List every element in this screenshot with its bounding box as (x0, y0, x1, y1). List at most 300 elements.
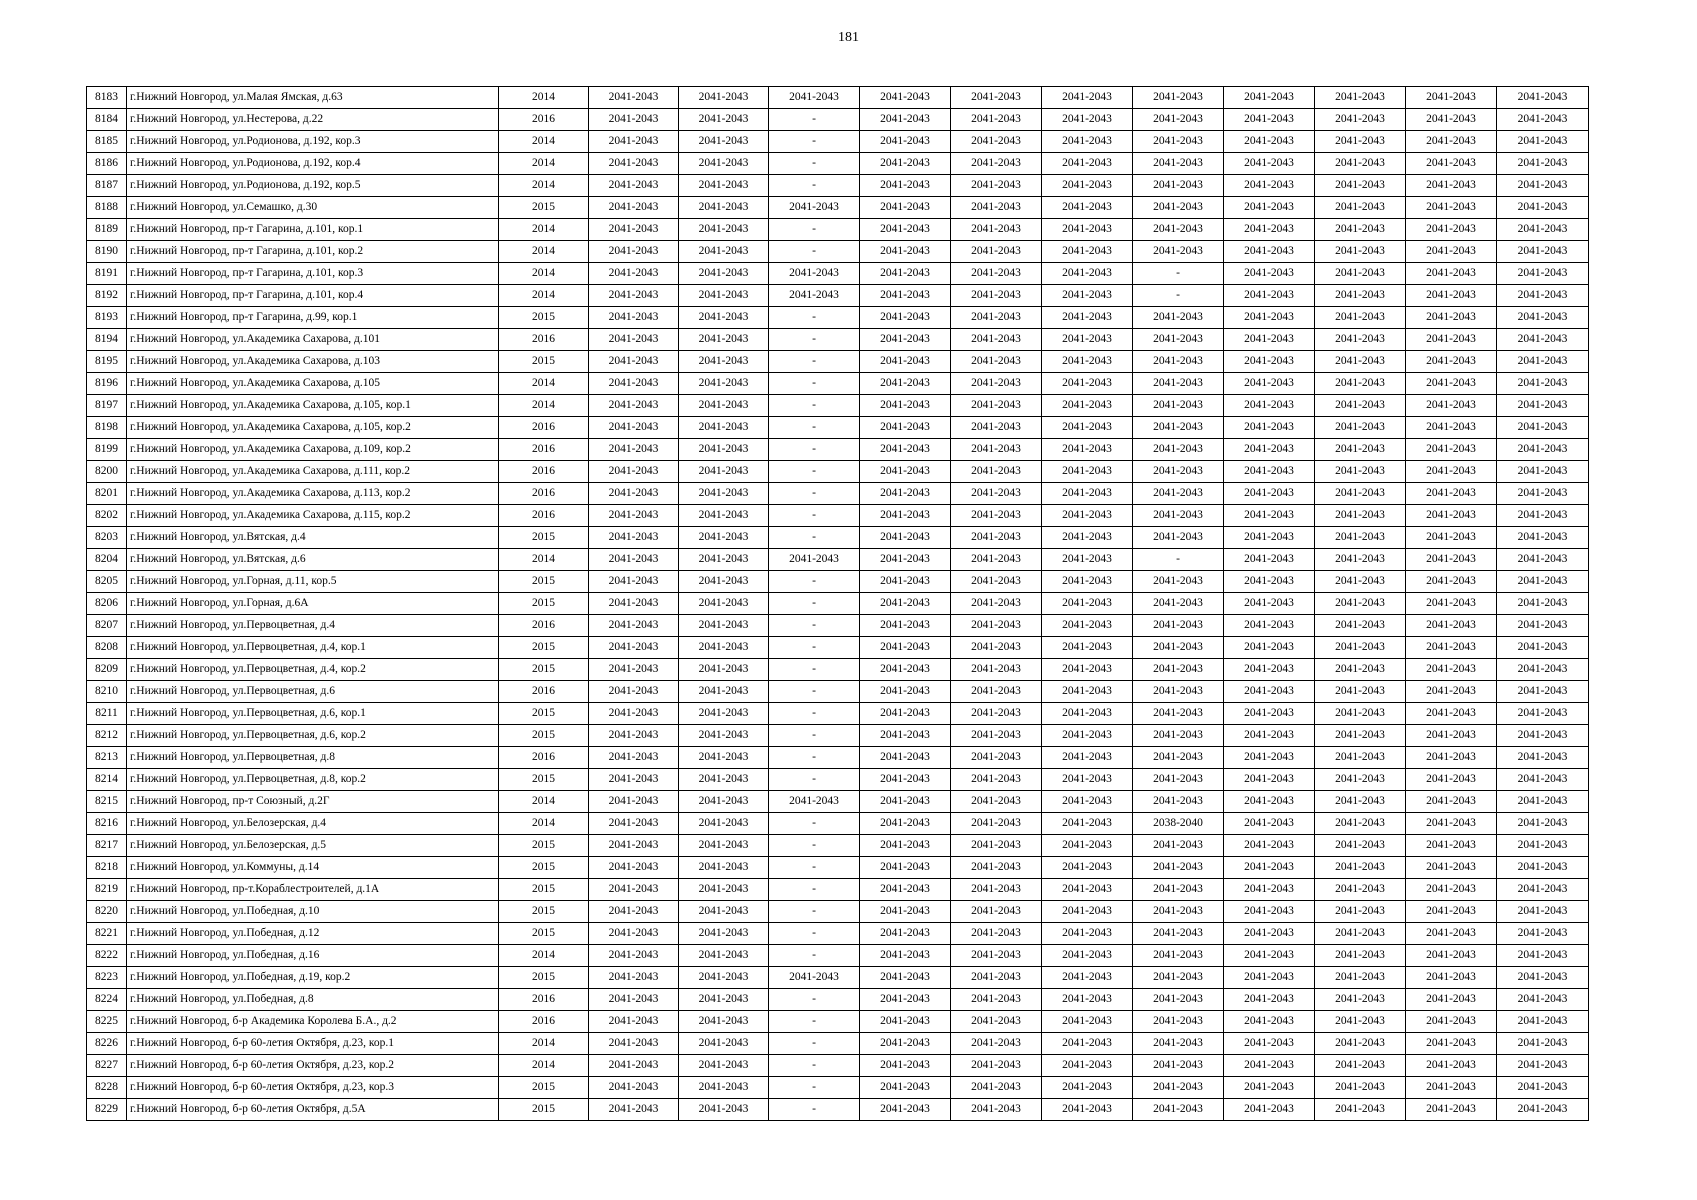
row-number-cell: 8211 (87, 703, 127, 725)
table-row (87, 923, 1589, 945)
period-cell: 2041-2043 (589, 175, 679, 197)
period-cell: 2041-2043 (1224, 461, 1315, 483)
year-cell: 2014 (499, 791, 589, 813)
period-cell: 2041-2043 (1224, 659, 1315, 681)
period-cell: 2041-2043 (589, 241, 679, 263)
period-cell: 2041-2043 (1042, 483, 1133, 505)
period-cell: 2041-2043 (1406, 769, 1497, 791)
period-cell: 2041-2043 (1315, 923, 1406, 945)
row-number-cell: 8186 (87, 153, 127, 175)
year-cell: 2015 (499, 835, 589, 857)
address-cell: г.Нижний Новгород, ул.Первоцветная, д.6, кор.1 (127, 703, 499, 725)
period-cell: 2041-2043 (1406, 637, 1497, 659)
year-cell: 2015 (499, 703, 589, 725)
period-cell: 2041-2043 (1042, 197, 1133, 219)
period-cell: 2041-2043 (1406, 175, 1497, 197)
period-cell: 2041-2043 (951, 1055, 1042, 1077)
period-cell: 2041-2043 (1315, 109, 1406, 131)
period-cell: 2041-2043 (589, 989, 679, 1011)
period-cell: 2041-2043 (1224, 769, 1315, 791)
period-cell: 2041-2043 (1042, 615, 1133, 637)
period-cell: 2041-2043 (1133, 989, 1224, 1011)
period-cell: 2041-2043 (951, 835, 1042, 857)
period-cell: 2041-2043 (860, 241, 951, 263)
period-cell: 2041-2043 (1406, 241, 1497, 263)
year-cell: 2014 (499, 813, 589, 835)
period-cell: - (769, 329, 860, 351)
period-cell: 2041-2043 (860, 131, 951, 153)
period-cell: 2041-2043 (1497, 791, 1589, 813)
period-cell: 2041-2043 (1133, 901, 1224, 923)
period-cell: 2041-2043 (1406, 923, 1497, 945)
period-cell: 2041-2043 (860, 813, 951, 835)
period-cell: - (769, 307, 860, 329)
period-cell: 2041-2043 (1497, 439, 1589, 461)
year-cell: 2014 (499, 549, 589, 571)
year-cell: 2014 (499, 1055, 589, 1077)
period-cell: 2041-2043 (589, 549, 679, 571)
period-cell: 2041-2043 (860, 197, 951, 219)
period-cell: 2041-2043 (589, 923, 679, 945)
period-cell: 2041-2043 (951, 769, 1042, 791)
address-cell: г.Нижний Новгород, б-р 60-летия Октября, д.23, кор.1 (127, 1033, 499, 1055)
table-row (87, 241, 1589, 263)
row-number-cell: 8193 (87, 307, 127, 329)
period-cell: 2041-2043 (1042, 505, 1133, 527)
period-cell: 2041-2043 (1133, 637, 1224, 659)
period-cell: 2041-2043 (1042, 879, 1133, 901)
period-cell: 2041-2043 (1042, 549, 1133, 571)
table-row (87, 703, 1589, 725)
period-cell: 2041-2043 (679, 241, 769, 263)
period-cell: 2041-2043 (860, 923, 951, 945)
period-cell: 2041-2043 (589, 1099, 679, 1121)
address-cell: г.Нижний Новгород, б-р 60-летия Октября, д.23, кор.2 (127, 1055, 499, 1077)
period-cell: 2041-2043 (1497, 285, 1589, 307)
period-cell: 2041-2043 (1133, 219, 1224, 241)
period-cell: 2041-2043 (679, 945, 769, 967)
row-number-cell: 8197 (87, 395, 127, 417)
period-cell: 2041-2043 (1315, 571, 1406, 593)
period-cell: 2041-2043 (679, 307, 769, 329)
period-cell: 2041-2043 (679, 153, 769, 175)
row-number-cell: 8215 (87, 791, 127, 813)
row-number-cell: 8228 (87, 1077, 127, 1099)
table-row (87, 175, 1589, 197)
period-cell: 2041-2043 (860, 351, 951, 373)
year-cell: 2015 (499, 571, 589, 593)
row-number-cell: 8226 (87, 1033, 127, 1055)
period-cell: 2041-2043 (951, 351, 1042, 373)
period-cell: 2041-2043 (1224, 439, 1315, 461)
period-cell: - (769, 373, 860, 395)
period-cell: 2041-2043 (1042, 791, 1133, 813)
period-cell: 2041-2043 (679, 923, 769, 945)
row-number-cell: 8195 (87, 351, 127, 373)
address-cell: г.Нижний Новгород, ул.Академика Сахарова, д.113, кор.2 (127, 483, 499, 505)
period-cell: 2041-2043 (1224, 241, 1315, 263)
period-cell: - (769, 747, 860, 769)
period-cell: 2041-2043 (1497, 1099, 1589, 1121)
period-cell: - (769, 1055, 860, 1077)
period-cell: 2041-2043 (1406, 967, 1497, 989)
period-cell: 2041-2043 (679, 175, 769, 197)
year-cell: 2015 (499, 351, 589, 373)
period-cell: 2041-2043 (1497, 857, 1589, 879)
period-cell: 2041-2043 (1133, 439, 1224, 461)
period-cell: 2041-2043 (1497, 549, 1589, 571)
period-cell: 2041-2043 (1497, 901, 1589, 923)
period-cell: 2041-2043 (1497, 109, 1589, 131)
table-row (87, 417, 1589, 439)
row-number-cell: 8222 (87, 945, 127, 967)
period-cell: 2041-2043 (1224, 1011, 1315, 1033)
period-cell: 2041-2043 (1224, 549, 1315, 571)
period-cell: 2041-2043 (1497, 175, 1589, 197)
period-cell: 2041-2043 (1497, 813, 1589, 835)
period-cell: 2041-2043 (589, 483, 679, 505)
period-cell: 2041-2043 (951, 1033, 1042, 1055)
address-cell: г.Нижний Новгород, ул.Академика Сахарова, д.115, кор.2 (127, 505, 499, 527)
table-row (87, 813, 1589, 835)
period-cell: 2041-2043 (860, 219, 951, 241)
period-cell: 2041-2043 (1315, 241, 1406, 263)
period-cell: 2041-2043 (1224, 967, 1315, 989)
period-cell: 2041-2043 (589, 659, 679, 681)
period-cell: 2041-2043 (1133, 791, 1224, 813)
row-number-cell: 8216 (87, 813, 127, 835)
period-cell: 2041-2043 (1224, 285, 1315, 307)
period-cell: 2041-2043 (1042, 1055, 1133, 1077)
row-number-cell: 8201 (87, 483, 127, 505)
period-cell: 2041-2043 (679, 219, 769, 241)
period-cell: 2041-2043 (1042, 769, 1133, 791)
period-cell: 2041-2043 (679, 527, 769, 549)
period-cell: 2041-2043 (1042, 417, 1133, 439)
table-row (87, 1033, 1589, 1055)
period-cell: 2041-2043 (1224, 87, 1315, 109)
row-number-cell: 8199 (87, 439, 127, 461)
address-cell: г.Нижний Новгород, ул.Родионова, д.192, кор.3 (127, 131, 499, 153)
period-cell: 2041-2043 (1042, 527, 1133, 549)
period-cell: 2041-2043 (1224, 175, 1315, 197)
period-cell: 2041-2043 (1315, 263, 1406, 285)
period-cell: 2041-2043 (589, 769, 679, 791)
period-cell: 2041-2043 (1497, 989, 1589, 1011)
period-cell: 2041-2043 (1315, 989, 1406, 1011)
year-cell: 2014 (499, 263, 589, 285)
address-cell: г.Нижний Новгород, пр-т Союзный, д.2Г (127, 791, 499, 813)
period-cell: - (769, 857, 860, 879)
period-cell: 2041-2043 (1497, 483, 1589, 505)
period-cell: 2041-2043 (951, 615, 1042, 637)
period-cell: - (769, 417, 860, 439)
row-number-cell: 8187 (87, 175, 127, 197)
period-cell: 2041-2043 (1315, 373, 1406, 395)
period-cell: 2041-2043 (1497, 945, 1589, 967)
period-cell: 2041-2043 (1315, 307, 1406, 329)
period-cell: 2041-2043 (589, 131, 679, 153)
period-cell: 2041-2043 (1042, 131, 1133, 153)
period-cell: 2041-2043 (860, 1099, 951, 1121)
period-cell: 2041-2043 (1406, 395, 1497, 417)
period-cell: - (769, 769, 860, 791)
row-number-cell: 8208 (87, 637, 127, 659)
period-cell: 2041-2043 (1315, 329, 1406, 351)
table-row (87, 659, 1589, 681)
period-cell: 2041-2043 (951, 923, 1042, 945)
period-cell: 2041-2043 (1224, 1099, 1315, 1121)
address-cell: г.Нижний Новгород, ул.Коммуны, д.14 (127, 857, 499, 879)
period-cell: 2041-2043 (679, 703, 769, 725)
period-cell: 2041-2043 (1042, 219, 1133, 241)
period-cell: 2041-2043 (1497, 571, 1589, 593)
table-row (87, 901, 1589, 923)
year-cell: 2015 (499, 593, 589, 615)
table-body (87, 87, 1589, 1121)
period-cell: 2041-2043 (1497, 307, 1589, 329)
period-cell: - (769, 505, 860, 527)
period-cell: 2041-2043 (589, 197, 679, 219)
period-cell: 2041-2043 (679, 835, 769, 857)
period-cell: 2041-2043 (1042, 725, 1133, 747)
period-cell: 2041-2043 (589, 395, 679, 417)
table-row (87, 505, 1589, 527)
period-cell: 2041-2043 (589, 109, 679, 131)
year-cell: 2014 (499, 1033, 589, 1055)
period-cell: 2041-2043 (1406, 615, 1497, 637)
period-cell: - (769, 835, 860, 857)
row-number-cell: 8202 (87, 505, 127, 527)
period-cell: 2041-2043 (860, 109, 951, 131)
table-row (87, 351, 1589, 373)
period-cell: 2041-2043 (1133, 417, 1224, 439)
row-number-cell: 8191 (87, 263, 127, 285)
period-cell: 2041-2043 (951, 87, 1042, 109)
year-cell: 2016 (499, 505, 589, 527)
period-cell: - (769, 725, 860, 747)
period-cell: 2041-2043 (679, 769, 769, 791)
period-cell: 2041-2043 (1406, 307, 1497, 329)
period-cell: 2041-2043 (1042, 307, 1133, 329)
period-cell: 2041-2043 (951, 813, 1042, 835)
row-number-cell: 8227 (87, 1055, 127, 1077)
period-cell: 2041-2043 (1497, 417, 1589, 439)
period-cell: 2041-2043 (951, 285, 1042, 307)
period-cell: - (769, 615, 860, 637)
period-cell: 2041-2043 (860, 615, 951, 637)
period-cell: 2041-2043 (1133, 483, 1224, 505)
period-cell: 2041-2043 (1315, 857, 1406, 879)
period-cell: 2041-2043 (1042, 857, 1133, 879)
period-cell: 2041-2043 (1042, 813, 1133, 835)
year-cell: 2016 (499, 747, 589, 769)
period-cell: 2041-2043 (1315, 725, 1406, 747)
period-cell: 2041-2043 (1224, 263, 1315, 285)
row-number-cell: 8200 (87, 461, 127, 483)
period-cell: 2041-2043 (860, 549, 951, 571)
row-number-cell: 8184 (87, 109, 127, 131)
period-cell: 2041-2043 (1224, 725, 1315, 747)
period-cell: 2041-2043 (1315, 549, 1406, 571)
period-cell: 2041-2043 (1224, 637, 1315, 659)
period-cell: 2041-2043 (679, 329, 769, 351)
period-cell: 2041-2043 (860, 989, 951, 1011)
period-cell: 2041-2043 (679, 725, 769, 747)
period-cell: 2041-2043 (860, 571, 951, 593)
year-cell: 2016 (499, 461, 589, 483)
period-cell: - (769, 1077, 860, 1099)
period-cell: 2041-2043 (860, 285, 951, 307)
year-cell: 2015 (499, 769, 589, 791)
period-cell: 2041-2043 (1406, 857, 1497, 879)
period-cell: 2041-2043 (589, 747, 679, 769)
period-cell: - (769, 483, 860, 505)
period-cell: 2041-2043 (679, 549, 769, 571)
period-cell: - (769, 1011, 860, 1033)
period-cell: 2041-2043 (1133, 505, 1224, 527)
period-cell: 2041-2043 (860, 791, 951, 813)
period-cell: - (769, 241, 860, 263)
period-cell: 2041-2043 (1042, 1033, 1133, 1055)
year-cell: 2014 (499, 153, 589, 175)
year-cell: 2014 (499, 175, 589, 197)
period-cell: 2041-2043 (860, 263, 951, 285)
address-cell: г.Нижний Новгород, ул.Первоцветная, д.4, кор.1 (127, 637, 499, 659)
year-cell: 2016 (499, 615, 589, 637)
period-cell: 2041-2043 (1497, 219, 1589, 241)
period-cell: 2041-2043 (1224, 945, 1315, 967)
period-cell: 2041-2043 (1042, 945, 1133, 967)
row-number-cell: 8206 (87, 593, 127, 615)
period-cell: 2041-2043 (589, 505, 679, 527)
period-cell: 2041-2043 (1042, 241, 1133, 263)
period-cell: 2041-2043 (1497, 373, 1589, 395)
address-cell: г.Нижний Новгород, ул.Белозерская, д.4 (127, 813, 499, 835)
period-cell: 2041-2043 (1497, 769, 1589, 791)
period-cell: 2041-2043 (1406, 813, 1497, 835)
period-cell: 2041-2043 (679, 571, 769, 593)
year-cell: 2015 (499, 1077, 589, 1099)
year-cell: 2014 (499, 285, 589, 307)
period-cell: 2041-2043 (589, 879, 679, 901)
period-cell: 2041-2043 (1042, 329, 1133, 351)
period-cell: 2041-2043 (1224, 527, 1315, 549)
period-cell: 2041-2043 (951, 945, 1042, 967)
table-row (87, 483, 1589, 505)
period-cell: 2041-2043 (1042, 1011, 1133, 1033)
table-row (87, 373, 1589, 395)
period-cell: - (769, 351, 860, 373)
period-cell: 2041-2043 (860, 681, 951, 703)
period-cell: 2041-2043 (679, 857, 769, 879)
period-cell: 2041-2043 (1224, 879, 1315, 901)
period-cell: 2041-2043 (1224, 131, 1315, 153)
table-row (87, 835, 1589, 857)
address-cell: г.Нижний Новгород, ул.Академика Сахарова, д.105 (127, 373, 499, 395)
period-cell: 2041-2043 (1042, 175, 1133, 197)
period-cell: 2041-2043 (1497, 87, 1589, 109)
period-cell: 2041-2043 (1406, 747, 1497, 769)
address-cell: г.Нижний Новгород, б-р Академика Королева Б.А., д.2 (127, 1011, 499, 1033)
period-cell: 2041-2043 (1133, 1099, 1224, 1121)
period-cell: 2041-2043 (860, 835, 951, 857)
period-cell: 2041-2043 (1315, 351, 1406, 373)
period-cell: 2041-2043 (1133, 175, 1224, 197)
period-cell: 2041-2043 (860, 1055, 951, 1077)
period-cell: 2041-2043 (1042, 571, 1133, 593)
period-cell: 2041-2043 (1224, 153, 1315, 175)
period-cell: 2041-2043 (1315, 439, 1406, 461)
period-cell: 2041-2043 (1315, 703, 1406, 725)
period-cell: 2041-2043 (1224, 857, 1315, 879)
period-cell: 2041-2043 (589, 945, 679, 967)
period-cell: 2041-2043 (1497, 747, 1589, 769)
period-cell: 2041-2043 (1042, 835, 1133, 857)
period-cell: 2041-2043 (1497, 659, 1589, 681)
year-cell: 2014 (499, 131, 589, 153)
period-cell: 2041-2043 (1224, 219, 1315, 241)
period-cell: 2041-2043 (679, 351, 769, 373)
period-cell: 2041-2043 (1224, 835, 1315, 857)
period-cell: 2041-2043 (1406, 725, 1497, 747)
period-cell: 2041-2043 (1224, 197, 1315, 219)
period-cell: 2041-2043 (1406, 549, 1497, 571)
period-cell: 2041-2043 (1315, 593, 1406, 615)
period-cell: 2041-2043 (860, 483, 951, 505)
period-cell: - (769, 109, 860, 131)
period-cell: 2041-2043 (679, 263, 769, 285)
period-cell: 2041-2043 (1315, 1077, 1406, 1099)
address-cell: г.Нижний Новгород, ул.Академика Сахарова, д.105, кор.1 (127, 395, 499, 417)
period-cell: 2041-2043 (679, 373, 769, 395)
period-cell: 2041-2043 (1224, 417, 1315, 439)
row-number-cell: 8219 (87, 879, 127, 901)
period-cell: 2041-2043 (1497, 395, 1589, 417)
table-row (87, 747, 1589, 769)
address-cell: г.Нижний Новгород, ул.Родионова, д.192, кор.5 (127, 175, 499, 197)
period-cell: - (769, 175, 860, 197)
period-cell: 2041-2043 (1315, 175, 1406, 197)
period-cell: 2041-2043 (1497, 329, 1589, 351)
period-cell: 2041-2043 (1224, 1077, 1315, 1099)
period-cell: 2041-2043 (1042, 461, 1133, 483)
period-cell: 2041-2043 (769, 967, 860, 989)
row-number-cell: 8210 (87, 681, 127, 703)
period-cell: 2041-2043 (589, 527, 679, 549)
period-cell: 2041-2043 (1042, 923, 1133, 945)
period-cell: 2041-2043 (1315, 967, 1406, 989)
table-row (87, 329, 1589, 351)
period-cell: - (1133, 263, 1224, 285)
period-cell: 2041-2043 (951, 153, 1042, 175)
period-cell: 2041-2043 (860, 945, 951, 967)
period-cell: 2041-2043 (589, 1011, 679, 1033)
row-number-cell: 8229 (87, 1099, 127, 1121)
period-cell: 2041-2043 (1042, 967, 1133, 989)
period-cell: - (769, 153, 860, 175)
period-cell: 2041-2043 (1133, 769, 1224, 791)
table-row (87, 681, 1589, 703)
period-cell: 2041-2043 (589, 263, 679, 285)
address-cell: г.Нижний Новгород, ул.Вятская, д.4 (127, 527, 499, 549)
period-cell: 2041-2043 (1497, 615, 1589, 637)
period-cell: 2041-2043 (679, 197, 769, 219)
period-cell: 2041-2043 (1315, 1011, 1406, 1033)
period-cell: 2041-2043 (860, 153, 951, 175)
period-cell: 2041-2043 (860, 505, 951, 527)
period-cell: 2041-2043 (679, 395, 769, 417)
